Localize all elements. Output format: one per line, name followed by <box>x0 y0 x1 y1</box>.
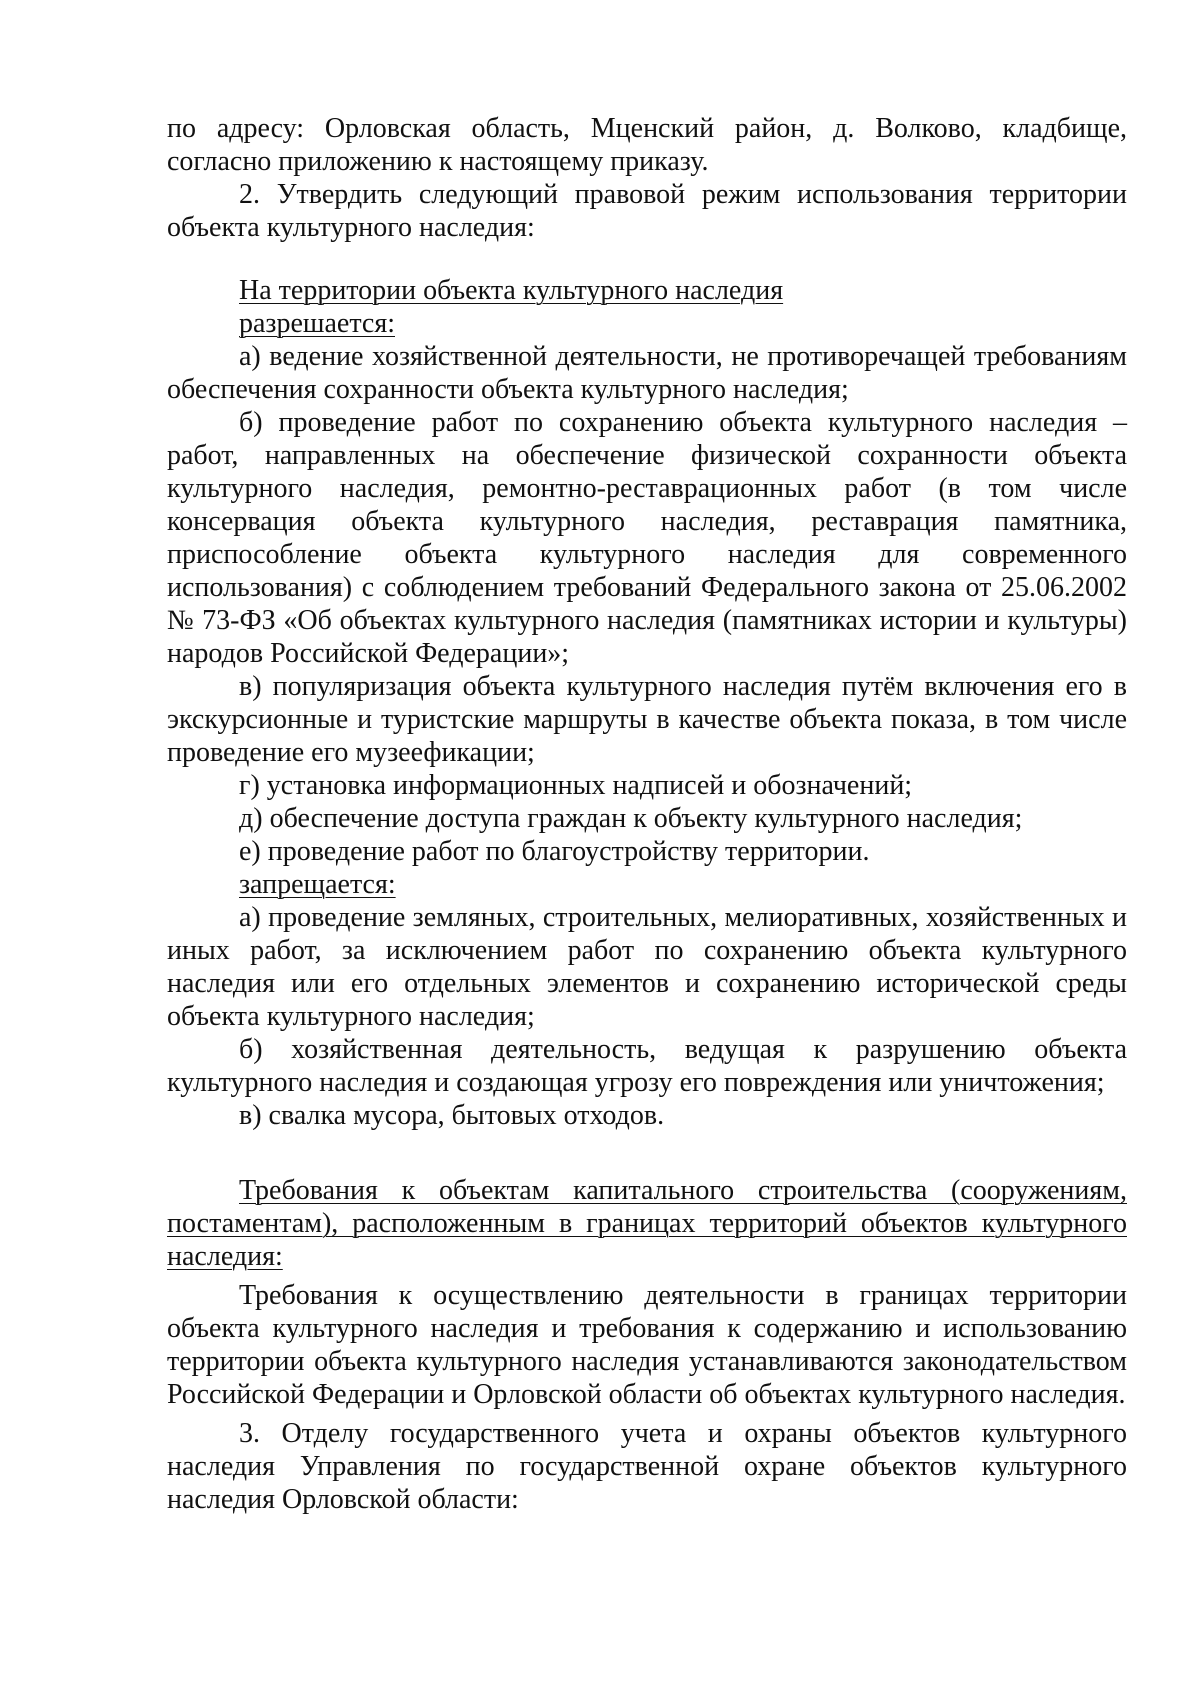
allowed-item-g: г) установка информационных надписей и обозначений; <box>239 770 913 801</box>
territory-heading <box>167 274 1127 307</box>
forbidden-item-v: в) свалка мусора, бытовых отходов. <box>239 1100 665 1131</box>
point-2-paragraph: 2. Утвердить следующий правовой режим использования территории объекта культурного наследия: <box>167 179 1127 243</box>
point-3-paragraph: 3. Отделу государственного учета и охраны объектов культурного наследия Управления по государственной охране объектов культурного наследия Орловской области: <box>167 1418 1127 1515</box>
forbidden-label <box>167 868 1127 901</box>
forbidden-label-text: запрещается: <box>239 869 396 900</box>
allowed-item-a: а) ведение хозяйственной деятельности, не противоречащей требованиям обеспечения сохранности объекта культурного наследия; <box>167 341 1127 405</box>
territory-heading-text: На территории объекта культурного наследия <box>239 275 784 306</box>
allowed-item-e: е) проведение работ по благоустройству территории. <box>239 836 870 867</box>
requirements-heading-text: Требования к объектам капитального строительства (сооружениям, постаментам), расположенным в границах территорий объектов культурного наследия: <box>167 1175 1127 1272</box>
allowed-item-b: б) проведение работ по сохранению объекта культурного наследия – работ, направленных на обеспечение физической сохранности объекта культурного наследия, ремонтно-реставрационных работ (в том числе консервация объекта культурного наследия, реставрация памятника, приспособление объекта культурного наследия для современного использования) с соблюдением требований Федерального закона от 25.06.2002 № 73-ФЗ «Об объектах культурного наследия (памятниках истории и культуры) народов Российской Федерации»; <box>167 407 1127 669</box>
allowed-item-v: в) популяризация объекта культурного наследия путём включения его в экскурсионные и туристские маршруты в качестве объекта показа, в том числе проведение его музеефикации; <box>167 671 1127 768</box>
intro-paragraph: по адресу: Орловская область, Мценский район, д. Волково, кладбище, согласно приложению к настоящему приказу. <box>167 113 1127 177</box>
allowed-label <box>167 307 1127 340</box>
allowed-item-d: д) обеспечение доступа граждан к объекту культурного наследия; <box>239 803 1023 834</box>
forbidden-item-b: б) хозяйственная деятельность, ведущая к разрушению объекта культурного наследия и создающая угрозу его повреждения или уничтожения; <box>167 1034 1127 1098</box>
document-body <box>167 112 1127 1516</box>
requirements-heading <box>167 1174 1127 1273</box>
requirements-paragraph: Требования к осуществлению деятельности в границах территории объекта культурного наследия и требования к содержанию и использованию территории объекта культурного наследия устанавливаются законодательством Российской Федерации и Орловской области об объектах культурного наследия. <box>167 1280 1127 1410</box>
forbidden-item-a: а) проведение земляных, строительных, мелиоративных, хозяйственных и иных работ, за исключением работ по сохранению объекта культурного наследия или его отдельных элементов и сохранению исторической среды объекта культурного наследия; <box>167 902 1127 1032</box>
allowed-label-text: разрешается: <box>239 308 395 339</box>
